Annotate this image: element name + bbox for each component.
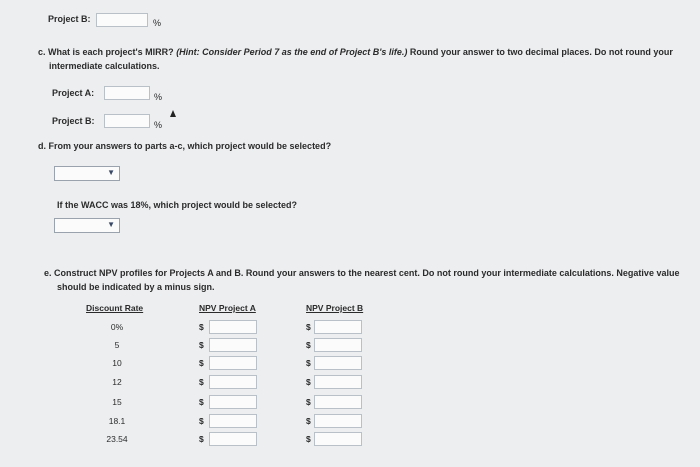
project-a-mirr-input[interactable] xyxy=(104,86,150,100)
discount-rate-cell: 5 xyxy=(114,340,120,350)
currency-symbol: $ xyxy=(306,377,311,387)
part-c-hint: (Hint: Consider Period 7 as the end of Project B's life.) xyxy=(176,47,408,57)
part-d-question: d. From your answers to parts a-c, which project would be selected? xyxy=(38,141,332,151)
project-b-label-top: Project B: xyxy=(48,14,91,24)
project-b-label: Project B: xyxy=(52,116,95,126)
part-c-question xyxy=(38,46,688,59)
discount-rate-cell: 0% xyxy=(110,322,124,332)
chevron-down-icon: ▼ xyxy=(107,168,115,177)
currency-symbol: $ xyxy=(199,434,204,444)
percent-sign: % xyxy=(154,92,163,102)
npv-b-input[interactable] xyxy=(314,395,362,409)
header-discount-rate: Discount Rate xyxy=(86,303,144,313)
percent-sign: % xyxy=(154,120,163,130)
npv-a-input[interactable] xyxy=(209,432,257,446)
currency-symbol: $ xyxy=(199,340,204,350)
currency-symbol: $ xyxy=(306,397,311,407)
currency-symbol: $ xyxy=(306,416,311,426)
part-e-question: e. Construct NPV profiles for Projects A and B. Round your answers to the nearest cent. Do not round your intermediate calculations. Negative value xyxy=(44,268,680,278)
chevron-down-icon: ▼ xyxy=(107,220,115,229)
discount-rate-cell: 12 xyxy=(112,377,122,387)
discount-rate-cell: 23.54 xyxy=(106,434,128,444)
currency-symbol: $ xyxy=(306,322,311,332)
project-select-dropdown-wacc[interactable] xyxy=(54,218,120,233)
npv-a-input[interactable] xyxy=(209,320,257,334)
npv-b-input[interactable] xyxy=(314,375,362,389)
header-npv-b: NPV Project B xyxy=(306,303,364,313)
currency-symbol: $ xyxy=(199,377,204,387)
currency-symbol: $ xyxy=(306,434,311,444)
percent-sign: % xyxy=(153,18,162,28)
npv-a-input[interactable] xyxy=(209,338,257,352)
currency-symbol: $ xyxy=(306,358,311,368)
npv-a-input[interactable] xyxy=(209,414,257,428)
npv-b-input[interactable] xyxy=(314,414,362,428)
currency-symbol: $ xyxy=(306,340,311,350)
discount-rate-cell: 18.1 xyxy=(108,416,126,426)
npv-a-input[interactable] xyxy=(209,375,257,389)
currency-symbol: $ xyxy=(199,397,204,407)
currency-symbol: $ xyxy=(199,416,204,426)
project-a-label: Project A: xyxy=(52,88,95,98)
currency-symbol: $ xyxy=(199,322,204,332)
part-c-instruction-2: intermediate calculations. xyxy=(49,61,160,71)
part-e-question-2: should be indicated by a minus sign. xyxy=(57,282,215,292)
npv-b-input[interactable] xyxy=(314,338,362,352)
part-c-instruction: Round your answer to two decimal places. Do not round your xyxy=(409,47,673,57)
discount-rate-cell: 15 xyxy=(112,397,122,407)
npv-a-input[interactable] xyxy=(209,356,257,370)
part-d-followup: If the WACC was 18%, which project would be selected? xyxy=(57,200,298,210)
mouse-cursor-icon xyxy=(170,110,176,117)
currency-symbol: $ xyxy=(199,358,204,368)
project-select-dropdown[interactable] xyxy=(54,166,120,181)
header-npv-a: NPV Project A xyxy=(199,303,256,313)
npv-a-input[interactable] xyxy=(209,395,257,409)
npv-b-input[interactable] xyxy=(314,320,362,334)
project-b-mirr-input[interactable] xyxy=(104,114,150,128)
project-b-irr-input[interactable] xyxy=(96,13,148,27)
npv-b-input[interactable] xyxy=(314,356,362,370)
discount-rate-cell: 10 xyxy=(112,358,122,368)
npv-b-input[interactable] xyxy=(314,432,362,446)
part-c-text: c. What is each project's MIRR? xyxy=(38,47,174,57)
